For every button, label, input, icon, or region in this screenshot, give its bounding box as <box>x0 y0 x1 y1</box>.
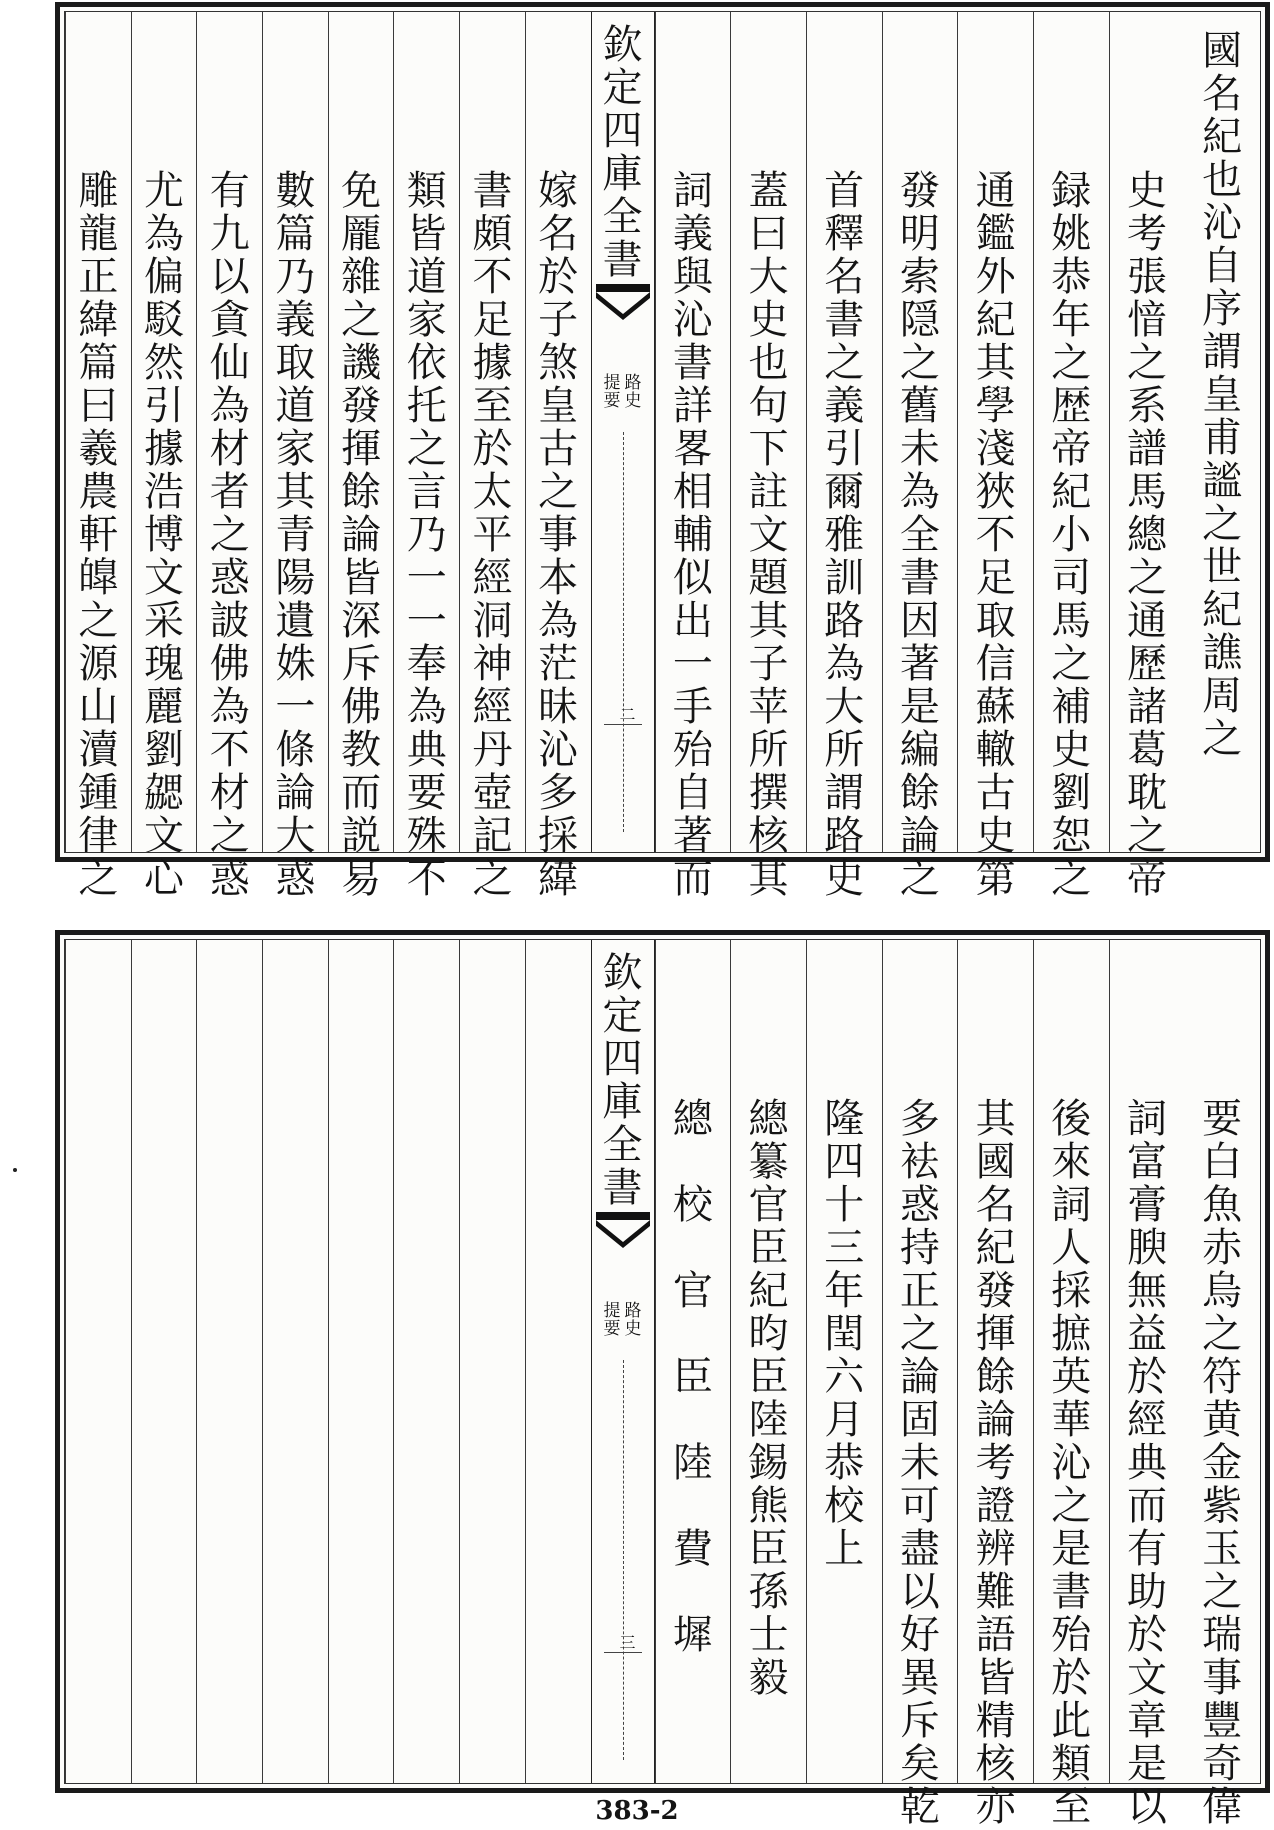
text-column <box>262 940 328 1783</box>
column-text: 免 龎 雜 之 譏 發 揮 餘 論 皆 深 斥 佛 教 而 説 易 <box>341 168 382 902</box>
text-column <box>131 12 197 902</box>
column-text: 其 國 名 紀 發 揮 餘 論 考 證 辨 難 語 皆 精 核 亦 <box>975 1096 1016 1830</box>
column-text: 雕 龍 正 緯 篇 曰 羲 農 軒 皥 之 源 山 瀆 鍾 律 之 <box>78 168 119 902</box>
column-text: 録 姚 恭 年 之 歴 帝 紀 小 司 馬 之 補 史 劉 恕 之 <box>1051 168 1092 902</box>
text-columns <box>65 12 1260 902</box>
fold-line <box>623 1360 624 1760</box>
column-text: 尤 為 偏 駁 然 引 據 浩 博 文 采 瑰 麗 劉 勰 文 心 <box>144 168 185 902</box>
column-text: 總 纂 官 臣 紀 昀 臣 陸 錫 熊 臣 孫 士 毅 <box>748 1096 789 1701</box>
text-column <box>1184 12 1260 852</box>
text-column <box>882 940 958 1830</box>
column-text: 數 篇 乃 義 取 道 家 其 青 陽 遺 姝 一 條 論 大 惑 <box>275 168 316 902</box>
text-column <box>1033 940 1109 1830</box>
text-column <box>328 12 394 902</box>
column-text: 多 袪 惑 持 正 之 論 固 未 可 盡 以 好 異 斥 矣 乾 <box>899 1096 940 1830</box>
fold-column <box>591 12 655 852</box>
text-column <box>525 12 591 902</box>
fishtail-mark <box>596 284 650 320</box>
fishtail-mark <box>596 1212 650 1248</box>
text-column <box>393 12 459 902</box>
column-text: 蓋 曰 大 史 也 句 下 註 文 題 其 子 苹 所 撰 核 其 <box>748 168 789 902</box>
column-text: 通 鑑 外 紀 其 學 淺 狹 不 足 取 信 蘇 轍 古 史 第 <box>975 168 1016 902</box>
text-column <box>806 940 882 1783</box>
text-column <box>196 12 262 902</box>
column-text: 發 明 索 隠 之 舊 未 為 全 書 因 著 是 編 餘 論 之 <box>899 168 940 902</box>
text-column <box>65 12 131 902</box>
text-column <box>1109 940 1185 1830</box>
column-text: 史 考 張 愔 之 系 譜 馬 總 之 通 歷 諸 葛 耽 之 帝 <box>1126 168 1167 902</box>
text-column <box>525 940 591 1783</box>
text-column <box>957 940 1033 1830</box>
text-column <box>730 940 806 1783</box>
scan-speck <box>13 1168 17 1172</box>
fold-title: 欽 定 四 庫 全 書 <box>602 22 643 283</box>
column-text: 嫁 名 於 子 煞 皇 古 之 事 本 為 茫 昧 沁 多 採 緯 <box>538 168 579 902</box>
text-column <box>882 12 958 902</box>
fold-line <box>623 432 624 832</box>
column-text: 總 校 官 臣 陸 費 墀 <box>672 1096 713 1658</box>
text-column <box>65 940 131 1783</box>
column-text: 後 來 詞 人 採 摭 英 華 沁 之 是 書 殆 於 此 類 至 <box>1051 1096 1092 1830</box>
text-column <box>393 940 459 1783</box>
fold-column <box>591 940 655 1783</box>
column-text: 書 頗 不 足 據 至 於 太 平 經 洞 神 經 丹 壺 記 之 <box>472 168 513 902</box>
column-text: 有 九 以 貪 仙 為 材 者 之 惑 詖 佛 為 不 材 之 惑 <box>209 168 250 902</box>
page-id: 383-2 <box>595 1796 679 1826</box>
column-text: 詞 義 與 沁 書 詳 畧 相 輔 似 出 一 手 殆 自 著 而 <box>672 168 713 902</box>
fold-title: 欽 定 四 庫 全 書 <box>602 950 643 1211</box>
column-text: 隆 四 十 三 年 閏 六 月 恭 校 上 <box>824 1096 865 1572</box>
text-column <box>806 12 882 902</box>
text-column <box>1033 12 1109 902</box>
text-column <box>459 12 525 902</box>
text-column <box>131 940 197 1783</box>
column-text: 首 釋 名 書 之 義 引 爾 雅 訓 路 為 大 所 謂 路 史 <box>824 168 865 902</box>
column-text: 國 名 紀 也 沁 自 序 謂 皇 甫 謐 之 世 紀 譙 周 之 <box>1202 28 1243 762</box>
text-column <box>1109 12 1185 902</box>
text-column <box>262 12 328 902</box>
fold-subtitle: 路 史 提 要 <box>603 373 642 411</box>
text-column <box>957 12 1033 902</box>
text-column <box>459 940 525 1783</box>
text-column <box>730 12 806 902</box>
column-text: 要 白 魚 赤 烏 之 符 黄 金 紫 玉 之 瑞 事 豐 奇 偉 <box>1202 1096 1243 1830</box>
page-number: 三 <box>619 1633 636 1652</box>
fold-subtitle: 路 史 提 要 <box>603 1301 642 1339</box>
column-text: 詞 富 膏 腴 無 益 於 經 典 而 有 助 於 文 章 是 以 <box>1126 1096 1167 1830</box>
text-column <box>328 940 394 1783</box>
page-panel-top <box>55 2 1270 902</box>
text-column <box>655 940 731 1783</box>
text-column <box>1184 940 1260 1830</box>
text-column <box>655 12 731 902</box>
text-column <box>196 940 262 1783</box>
column-text: 類 皆 道 家 依 托 之 言 乃 一 一 奉 為 典 要 殊 不 <box>406 168 447 902</box>
page-number: 二 <box>619 705 636 724</box>
